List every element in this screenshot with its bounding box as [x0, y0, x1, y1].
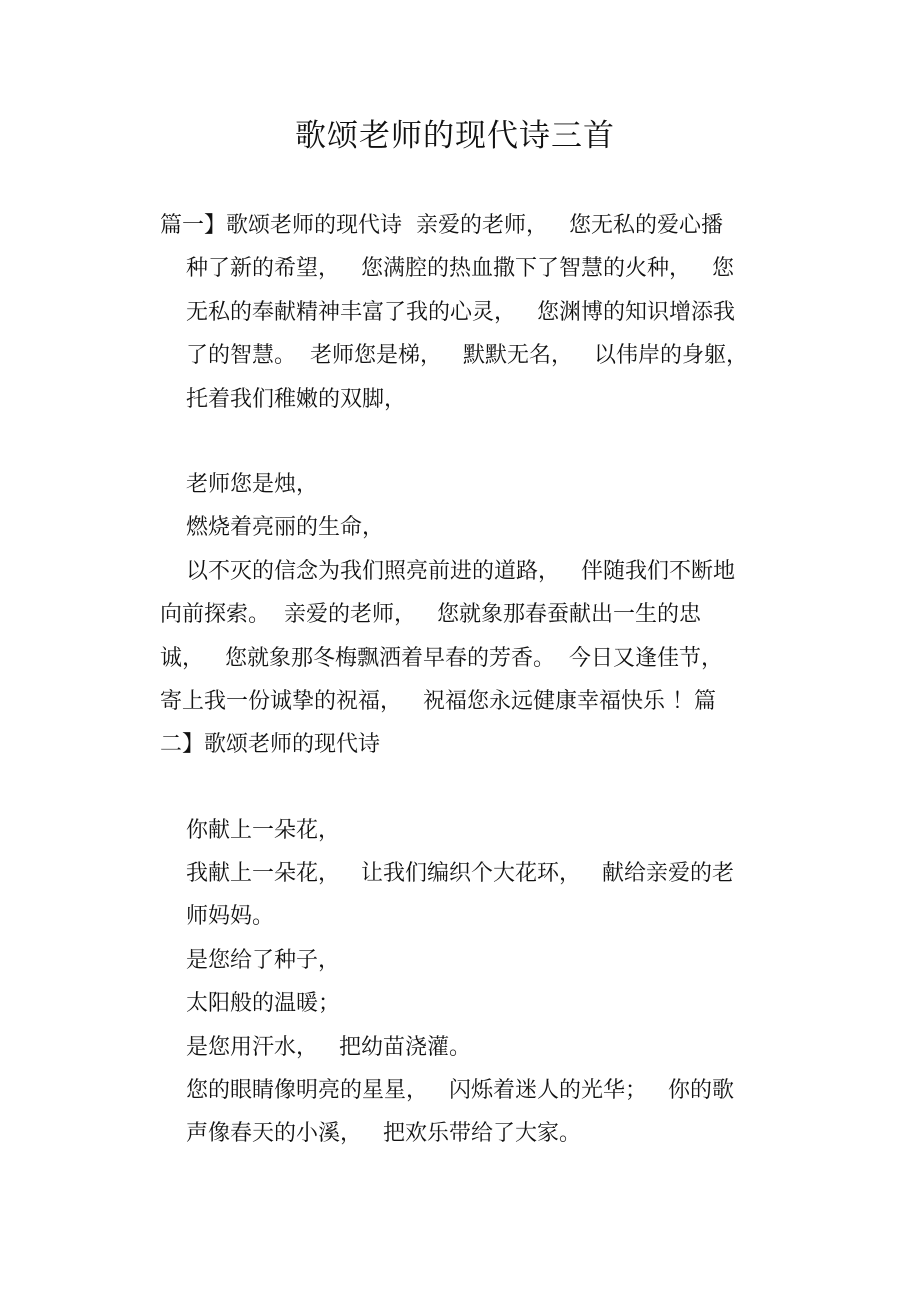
poem-line: 您的眼睛像明亮的星星， 闪烁着迷人的光华； 你的歌 [186, 1078, 734, 1103]
poem-line: 种了新的希望， 您满腔的热血撒下了智慧的火种， 您 [186, 256, 734, 281]
poem-line: 你献上一朵花， [186, 818, 341, 843]
poem-line: 托着我们稚嫩的双脚， [186, 387, 407, 412]
poem-line: 是您给了种子， [186, 948, 341, 973]
poem-line: 诚， 您就象那冬梅飘洒着早春的芳香。 今日又逢佳节， [160, 646, 723, 671]
document-title: 歌颂老师的现代诗三首 [295, 118, 615, 154]
poem-line: 无私的奉献精神丰富了我的心灵， 您渊博的知识增添我 [186, 300, 735, 325]
poem-line: 师妈妈。 [186, 904, 275, 929]
poem-line: 向前探索。 亲爱的老师， 您就象那春蚕献出一生的忠 [160, 602, 701, 627]
poem-line: 声像春天的小溪， 把欢乐带给了大家。 [186, 1121, 581, 1146]
poem-line: 了的智慧。 老师您是梯， 默默无名， 以伟岸的身躯， [186, 343, 748, 368]
poem-line: 太阳般的温暖； [186, 991, 341, 1016]
poem-line: 以不灭的信念为我们照亮前进的道路， 伴随我们不断地 [186, 559, 735, 584]
poem-line: 我献上一朵花， 让我们编织个大花环， 献给亲爱的老 [186, 861, 734, 886]
section-heading: 二】歌颂老师的现代诗 [160, 732, 381, 757]
poem-line: 燃烧着亮丽的生命， [186, 515, 385, 540]
poem-line: 寄上我一份诚挚的祝福， 祝福您永远健康幸福快乐 ！篇 [160, 689, 716, 714]
poem-line: 老师您是烛， [186, 472, 319, 497]
poem-line: 篇一】歌颂老师的现代诗 亲爱的老师， 您无私的爱心播 [160, 213, 723, 238]
poem-line: 是您用汗水， 把幼苗浇灌。 [186, 1035, 471, 1060]
